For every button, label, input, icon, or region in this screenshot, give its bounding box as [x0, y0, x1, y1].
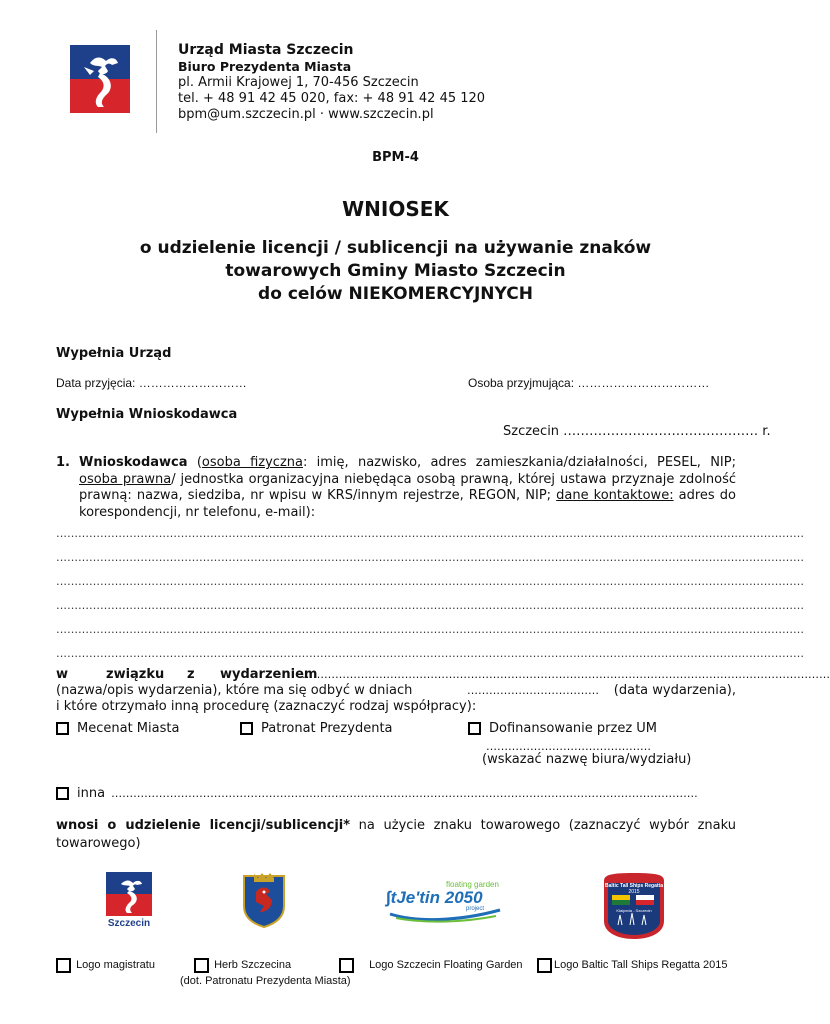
header-divider	[156, 30, 157, 133]
logo-option-magistrat[interactable]	[56, 958, 155, 973]
coat-of-arms-icon	[242, 872, 286, 928]
request-text	[56, 817, 736, 853]
event-desc-label: (nazwa/opis wydarzenia), które ma się odbyć w dniach	[56, 683, 413, 698]
option-patronat[interactable]	[240, 721, 393, 736]
applicant-line-3[interactable]: ……………………………………………………………………………………………………………………………………………………………………………………	[56, 575, 804, 588]
item-1-text-b: : imię, nazwisko, adres zamieszkania/działalności, PESEL, NIP;	[302, 455, 736, 470]
logo-option-magistrat-label: Logo magistratu	[76, 959, 155, 972]
option-dofinansowanie[interactable]	[468, 721, 657, 736]
logo-option-herb-note: (dot. Patronatu Prezydenta Miasta)	[180, 975, 351, 987]
office-contact: bpm@um.szczecin.pl · www.szczecin.pl	[178, 107, 434, 122]
event-line-3: i które otrzymało inną procedurę (zaznaczyć rodzaj współpracy):	[56, 699, 477, 714]
regatta-logo	[600, 871, 668, 941]
regatta-badge-icon	[600, 871, 668, 941]
option-other-label: inna	[77, 786, 106, 801]
office-section-heading: Wypełnia Urząd	[56, 346, 172, 361]
checkbox-icon[interactable]	[339, 958, 354, 973]
event-line-2	[56, 683, 736, 700]
header-logo	[70, 45, 130, 113]
logo-magistratu-image	[106, 872, 152, 934]
office-phone: tel. + 48 91 42 45 020, fax: + 48 91 42 45 120	[178, 91, 486, 106]
option-other-field[interactable]: …………………………………………………………………………………………………………………………………………….	[111, 787, 698, 800]
option-patronat-label: Patronat Prezydenta	[261, 721, 393, 736]
event-date-label: (data wydarzenia),	[613, 683, 736, 698]
checkbox-icon[interactable]	[468, 722, 481, 735]
checkbox-icon[interactable]	[56, 787, 69, 800]
floating-garden-small: floating garden	[446, 880, 499, 889]
event-word-w: w	[56, 667, 69, 682]
natural-person-label: osoba fizyczna	[201, 455, 303, 470]
item-1-text-d: adres do korespondencji, nr telefonu, e-mail):	[79, 488, 736, 520]
event-date-field[interactable]: ………………………………	[467, 684, 599, 697]
subtitle-line-3: do celów NIEKOMERCYJNYCH	[258, 284, 533, 304]
option-other[interactable]	[56, 786, 698, 801]
floating-garden-big: ∫tJe'tin 2050	[386, 888, 483, 907]
form-code: BPM-4	[372, 150, 419, 165]
receiving-person-field[interactable]: Osoba przyjmująca: ……………………………	[468, 376, 710, 390]
checkbox-icon[interactable]	[537, 958, 552, 973]
event-word-z: z	[187, 667, 195, 682]
event-word-wydarzeniem: wydarzeniem	[220, 667, 318, 682]
regatta-title: Baltic Tall Ships Regatta	[605, 883, 663, 889]
bureau-name-field[interactable]: ………………………………………	[486, 740, 651, 753]
floating-garden-project: project	[466, 906, 485, 912]
applicant-line-2[interactable]: ……………………………………………………………………………………………………………………………………………………………………………………	[56, 551, 804, 564]
office-name: Urząd Miasta Szczecin	[178, 42, 354, 58]
checkbox-icon[interactable]	[56, 958, 71, 973]
logo-option-floating[interactable]	[339, 958, 523, 973]
office-address: pl. Armii Krajowej 1, 70-456 Szczecin	[178, 75, 419, 90]
bureau-name: Biuro Prezydenta Miasta	[178, 59, 352, 74]
logo-option-regatta[interactable]	[537, 958, 727, 973]
option-mecenat[interactable]	[56, 721, 179, 736]
logo-szczecin-text: Szczecin	[107, 918, 151, 929]
applicant-line-1[interactable]: ……………………………………………………………………………………………………………………………………………………………………………………	[56, 527, 804, 540]
subtitle-line-2: towarowych Gminy Miasto Szczecin	[225, 261, 566, 281]
item-1-text-a: (	[196, 455, 202, 470]
item-1-description	[79, 455, 736, 521]
date-received-field[interactable]: Data przyjęcia: ………………………	[56, 376, 247, 390]
applicant-line-6[interactable]: ……………………………………………………………………………………………………………………………………………………………………………………	[56, 647, 804, 660]
form-title: WNIOSEK	[342, 197, 449, 221]
event-name-field[interactable]: ………………………………………………………………………………………………………………………………	[302, 668, 830, 681]
item-1-label: Wnioskodawca	[79, 455, 188, 470]
logo-option-herb[interactable]	[194, 958, 291, 973]
checkbox-icon[interactable]	[194, 958, 209, 973]
request-rest: na użycie znaku towarowego (zaznaczyć wybór znaku towarowego)	[56, 818, 736, 851]
griffin-icon	[70, 45, 130, 113]
contact-data-label: dane kontaktowe:	[556, 488, 674, 503]
logo-option-herb-label: Herb Szczecina	[214, 959, 292, 972]
option-dofinansowanie-label: Dofinansowanie przez UM	[489, 721, 658, 736]
applicant-line-4[interactable]: ……………………………………………………………………………………………………………………………………………………………………………………	[56, 599, 804, 612]
event-line-1	[56, 667, 830, 684]
request-bold: wnosi o udzielenie licencji/sublicencji*	[56, 818, 351, 833]
logo-option-floating-label: Logo Szczecin Floating Garden	[369, 959, 523, 972]
herb-szczecina-image	[242, 872, 286, 932]
griffin-small-icon	[106, 872, 152, 916]
item-1-text-c: / jednostka organizacyjna niebędąca osobą prawną, której ustawa przyznaje zdolność prawną: nazwa, siedziba, nr wpisu w KRS/innym rejestrze, REGON, NIP;	[79, 471, 736, 503]
option-mecenat-label: Mecenat Miasta	[77, 721, 180, 736]
checkbox-icon[interactable]	[240, 722, 253, 735]
place-date-field[interactable]: Szczecin ……………………………………… r.	[503, 424, 771, 439]
bureau-name-hint: (wskazać nazwę biura/wydziału)	[482, 752, 692, 767]
regatta-cities: Kłaipeda - Szczecin	[616, 908, 652, 913]
applicant-line-5[interactable]: ……………………………………………………………………………………………………………………………………………………………………………………	[56, 623, 804, 636]
logo-option-regatta-label: Logo Baltic Tall Ships Regatta 2015	[554, 959, 728, 972]
regatta-year: 2015	[628, 889, 640, 895]
legal-person-label: osoba prawna	[79, 471, 172, 487]
item-1-number: 1.	[56, 455, 70, 470]
event-word-zwiazku: związku	[106, 667, 165, 682]
checkbox-icon[interactable]	[56, 722, 69, 735]
subtitle-line-1: o udzielenie licencji / sublicencji na używanie znaków	[139, 238, 652, 258]
floating-garden-logo	[386, 878, 506, 924]
applicant-section-heading: Wypełnia Wnioskodawca	[56, 407, 238, 422]
